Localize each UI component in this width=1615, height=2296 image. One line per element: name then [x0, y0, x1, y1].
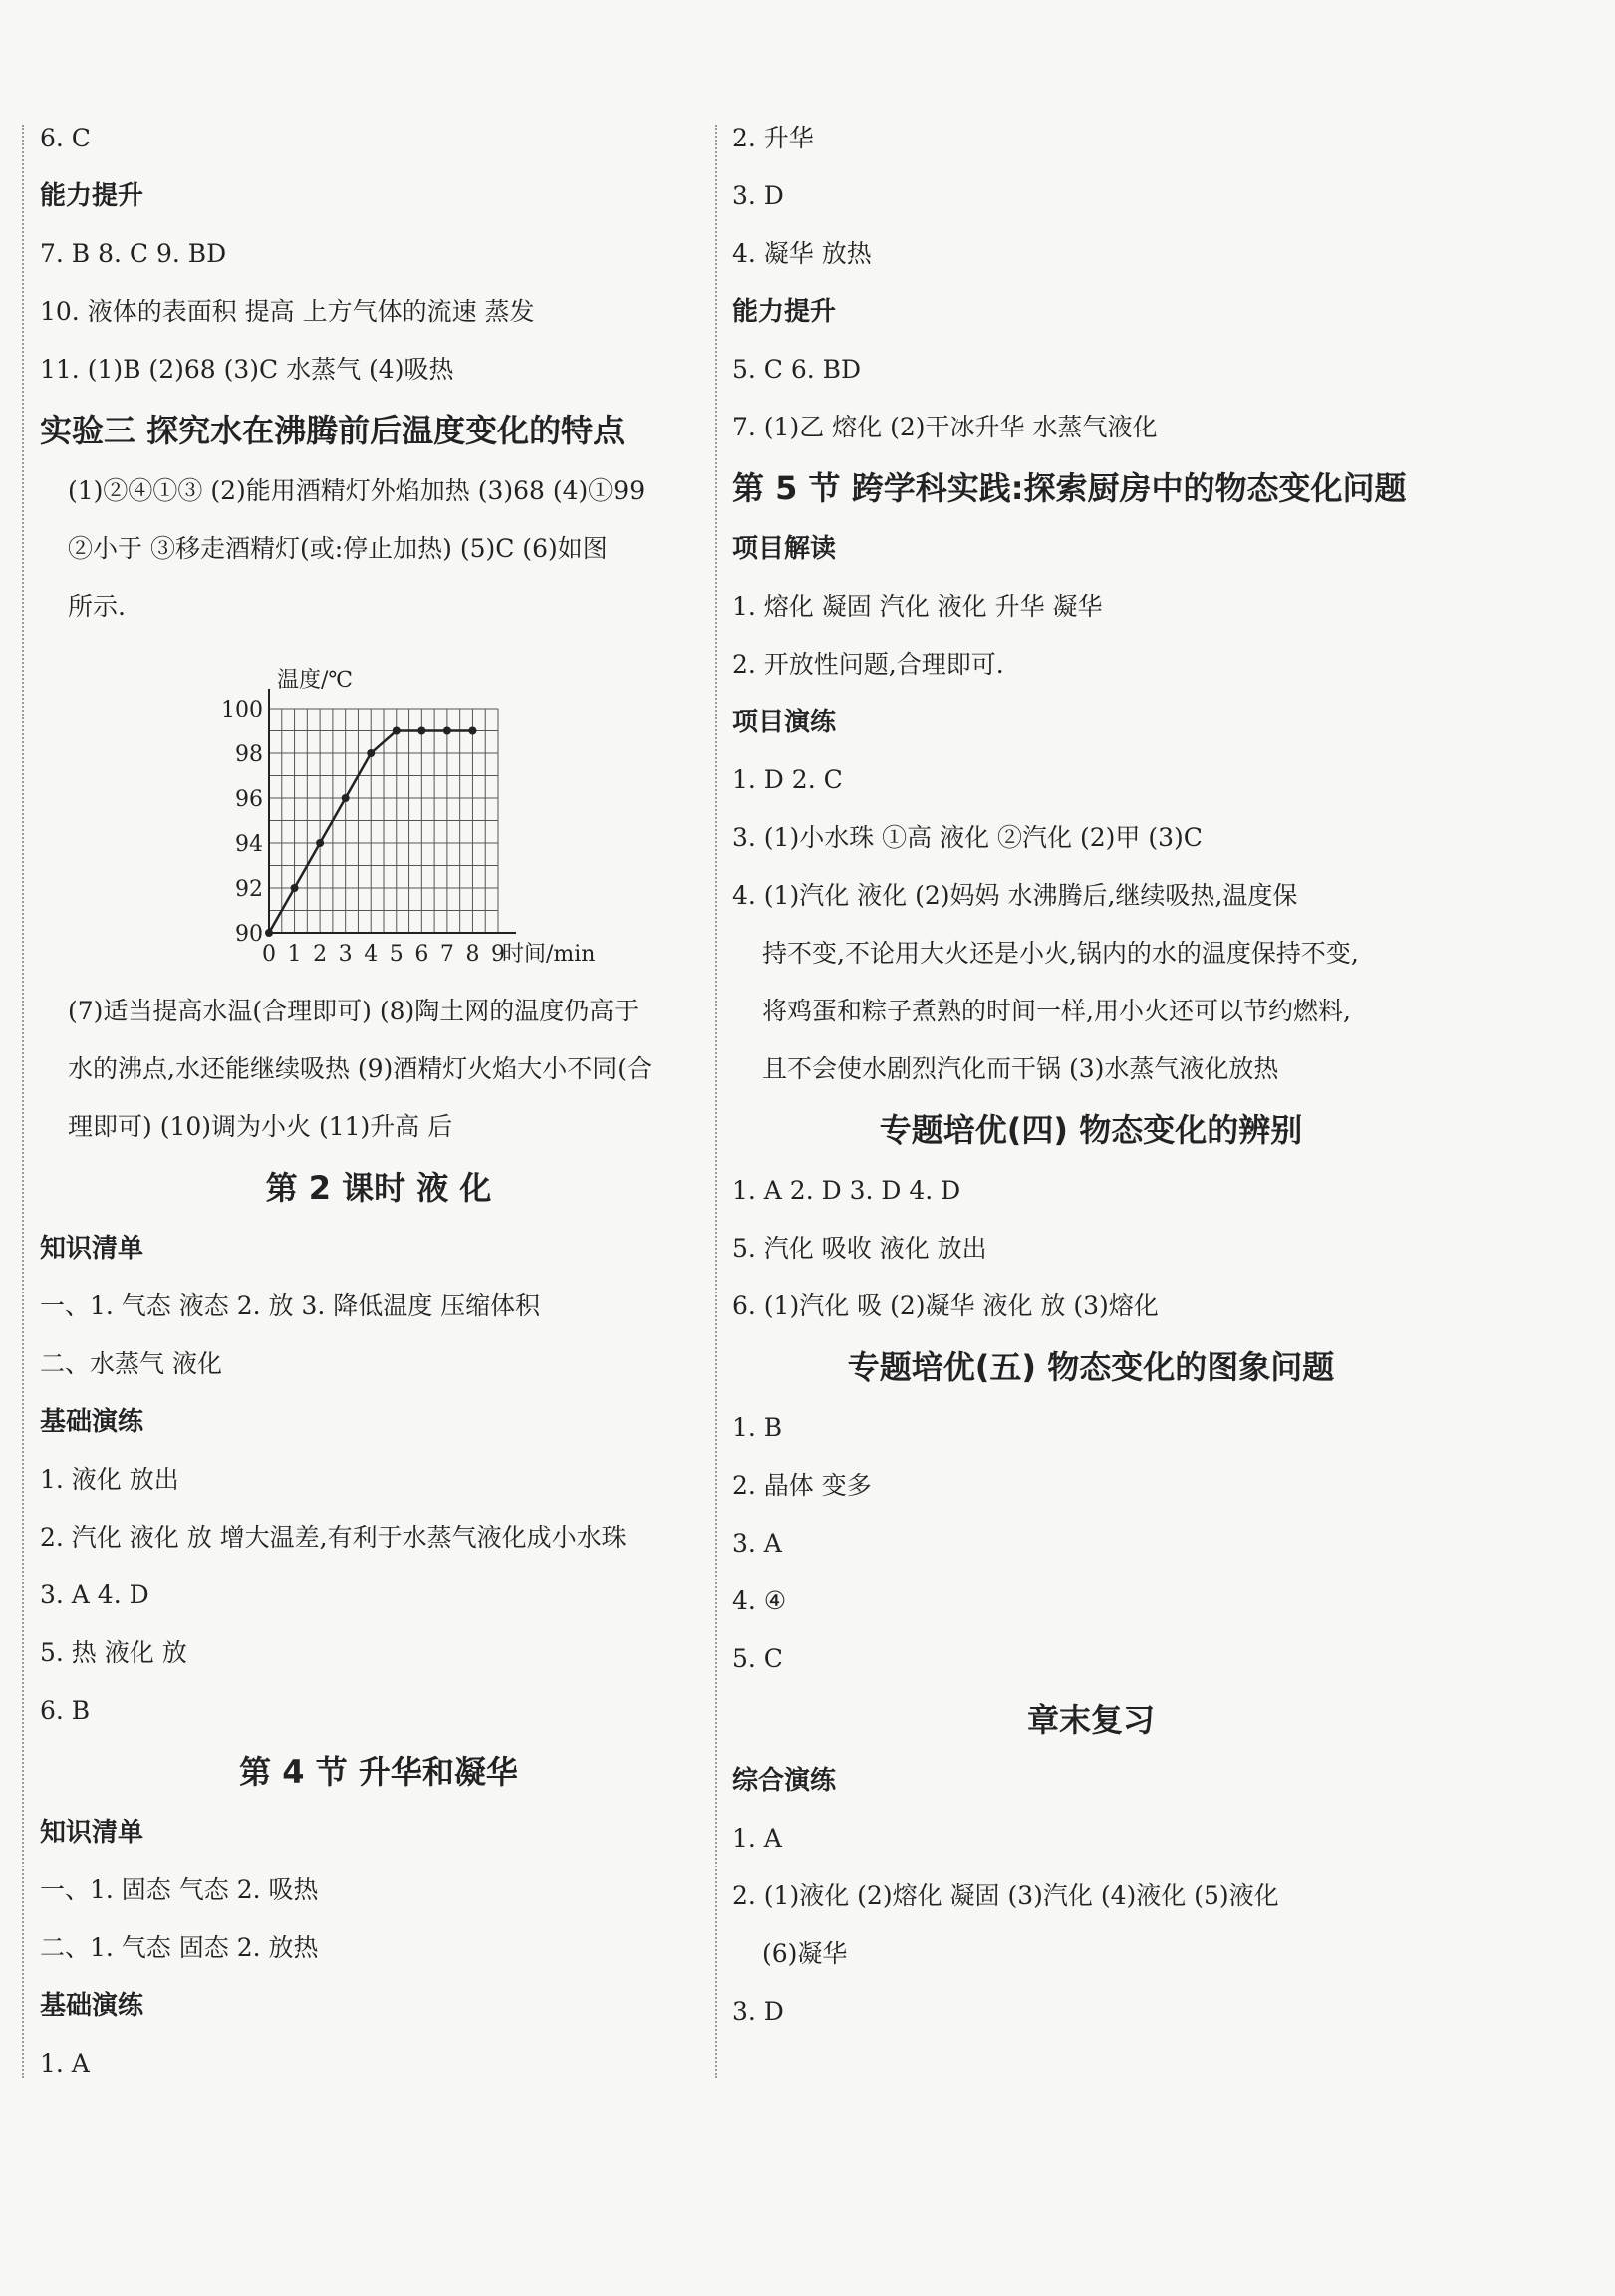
answer-line: 6. (1)汽化 吸 (2)凝华 液化 放 (3)熔化: [732, 1292, 1159, 1320]
answer-line: 2. 开放性问题,合理即可.: [732, 650, 1004, 679]
answer-line: 且不会使水剧烈汽化而干锅 (3)水蒸气液化放热: [762, 1054, 1279, 1083]
data-point: [468, 727, 476, 735]
y-tick-label: 94: [235, 832, 263, 857]
subheading: 项目演练: [732, 708, 837, 737]
answer-line: 一、1. 气态 液态 2. 放 3. 降低温度 压缩体积: [40, 1292, 541, 1320]
answer-line: 将鸡蛋和粽子煮熟的时间一样,用小火还可以节约燃料,: [762, 997, 1351, 1025]
answer-line: 5. C 6. BD: [732, 355, 862, 384]
answer-line: 11. (1)B (2)68 (3)C 水蒸气 (4)吸热: [40, 355, 454, 384]
data-point: [342, 794, 350, 802]
temperature-time-chart: [40, 644, 717, 983]
answer-line: 3. D: [732, 1997, 784, 2026]
answer-line: 4. ④: [732, 1586, 787, 1615]
answer-line: 3. (1)小水珠 ①高 液化 ②汽化 (2)甲 (3)C: [732, 823, 1203, 852]
x-tick-label: 3: [338, 942, 353, 967]
y-tick-label: 90: [235, 922, 263, 947]
right-column: [732, 110, 1450, 2041]
y-axis-label: 温度/℃: [277, 668, 354, 693]
answer-line: 所示.: [68, 592, 126, 621]
answer-line: (6)凝华: [762, 1939, 848, 1968]
section-title: 专题培优(四) 物态变化的辨别: [879, 1111, 1303, 1149]
answer-line: 5. 汽化 吸收 液化 放出: [732, 1234, 987, 1263]
answer-line: 6. B: [40, 1696, 91, 1725]
answer-line: 1. A: [732, 1824, 782, 1853]
data-point: [265, 929, 273, 937]
answer-line: (1)②④①③ (2)能用酒精灯外焰加热 (3)68 (4)①99: [68, 476, 646, 505]
answer-line: 1. B: [732, 1413, 783, 1442]
data-point: [417, 727, 425, 735]
answer-line: 2. (1)液化 (2)熔化 凝固 (3)汽化 (4)液化 (5)液化: [732, 1881, 1279, 1910]
answer-line: 2. 升华: [732, 124, 814, 152]
left-margin-line: [22, 125, 24, 2078]
answer-line: 6. C: [40, 124, 91, 152]
answer-line: 4. (1)汽化 液化 (2)妈妈 水沸腾后,继续吸热,温度保: [732, 881, 1298, 910]
answer-line: 持不变,不论用大火还是小火,锅内的水的温度保持不变,: [762, 939, 1359, 968]
answer-line: 2. 汽化 液化 放 增大温差,有利于水蒸气液化成小水珠: [40, 1523, 627, 1552]
data-point: [443, 727, 451, 735]
section-title: 专题培优(五) 物态变化的图象问题: [847, 1348, 1335, 1386]
answer-line: 二、水蒸气 液化: [40, 1349, 222, 1378]
x-tick-label: 9: [491, 942, 505, 967]
chart-svg: [189, 644, 596, 983]
y-tick-label: 96: [235, 787, 263, 812]
x-tick-label: 6: [414, 942, 429, 967]
subheading: 知识清单: [40, 1234, 144, 1264]
x-tick-label: 7: [439, 942, 454, 967]
left-column: [40, 110, 717, 2093]
answer-line: 7. (1)乙 熔化 (2)干冰升华 水蒸气液化: [732, 413, 1158, 441]
answer-line: 5. C: [732, 1644, 783, 1673]
x-tick-label: 0: [262, 942, 276, 967]
answer-line: 3. A 4. D: [40, 1580, 149, 1609]
data-point: [393, 727, 401, 735]
section-title: 第 4 节 升华和凝华: [239, 1753, 518, 1791]
y-tick-label: 92: [235, 877, 263, 902]
x-tick-label: 2: [313, 942, 328, 967]
answer-line: 一、1. 固态 气态 2. 吸热: [40, 1875, 319, 1904]
subheading: 知识清单: [40, 1818, 144, 1848]
data-point: [367, 749, 375, 757]
answer-line: 5. 热 液化 放: [40, 1638, 187, 1667]
subheading: 能力提升: [732, 297, 837, 327]
section-title: 章末复习: [1026, 1701, 1155, 1739]
x-axis-label: 时间/min: [502, 942, 596, 967]
subheading: 项目解读: [732, 534, 837, 564]
section-title: 第 2 课时 液 化: [265, 1169, 492, 1207]
section-title: 第 5 节 跨学科实践:探索厨房中的物态变化问题: [732, 469, 1407, 507]
answer-line: 2. 晶体 变多: [732, 1471, 872, 1500]
subheading: 基础演练: [40, 1991, 144, 2021]
x-tick-label: 1: [287, 942, 302, 967]
x-tick-label: 5: [389, 942, 404, 967]
answer-line: 理即可) (10)调为小火 (11)升高 后: [68, 1112, 453, 1141]
subheading: 能力提升: [40, 181, 144, 211]
y-tick-label: 98: [235, 742, 263, 767]
answer-line: 二、1. 气态 固态 2. 放热: [40, 1933, 319, 1962]
x-tick-label: 8: [465, 942, 480, 967]
data-point: [316, 839, 324, 847]
answer-line: (7)适当提高水温(合理即可) (8)陶土网的温度仍高于: [68, 997, 640, 1025]
answer-line: 1. A 2. D 3. D 4. D: [732, 1176, 961, 1205]
answer-line: 3. D: [732, 181, 784, 210]
answer-line: 3. A: [732, 1529, 782, 1558]
answer-line: 10. 液体的表面积 提高 上方气体的流速 蒸发: [40, 297, 535, 326]
y-tick-label: 100: [221, 698, 263, 722]
answer-line: 1. 熔化 凝固 汽化 液化 升华 凝华: [732, 592, 1103, 621]
answer-line: 4. 凝华 放热: [732, 239, 872, 268]
answer-line: ②小于 ③移走酒精灯(或:停止加热) (5)C (6)如图: [68, 534, 608, 563]
answer-line: 1. 液化 放出: [40, 1465, 179, 1494]
data-point: [291, 884, 299, 892]
answer-line: 水的沸点,水还能继续吸热 (9)酒精灯火焰大小不同(合: [68, 1054, 653, 1083]
answer-line: 1. A: [40, 2049, 90, 2078]
answer-line: 7. B 8. C 9. BD: [40, 239, 227, 268]
subheading: 基础演练: [40, 1407, 144, 1437]
answer-line: 1. D 2. C: [732, 765, 843, 794]
section-title: 实验三 探究水在沸腾前后温度变化的特点: [40, 412, 626, 449]
subheading: 综合演练: [732, 1766, 837, 1796]
x-tick-label: 4: [364, 942, 379, 967]
